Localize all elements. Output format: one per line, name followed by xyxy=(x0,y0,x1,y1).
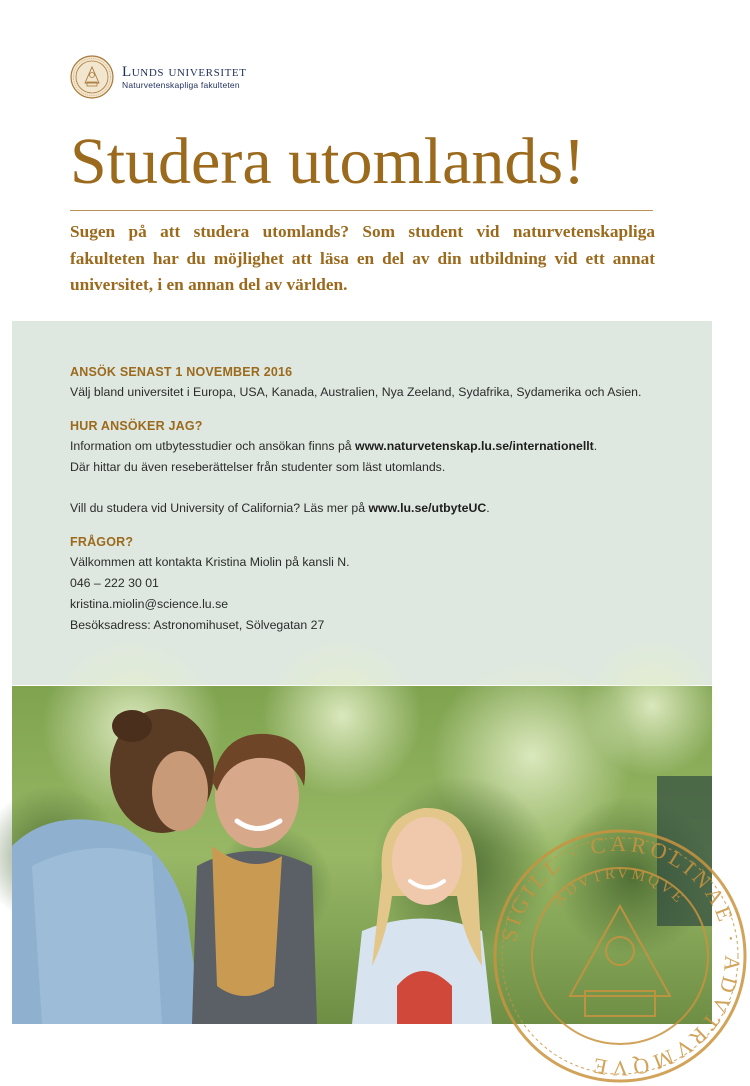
email-address[interactable]: kristina.miolin@science.lu.se xyxy=(70,597,229,611)
phone-number: 046 – 222 30 01 xyxy=(70,576,159,590)
page-title: Studera utomlands! xyxy=(70,125,586,198)
title-divider xyxy=(70,210,653,211)
university-seal-watermark xyxy=(490,826,750,1086)
contact-text: Välkommen att kontakta Kristina Miolin på kansli N. xyxy=(70,555,350,569)
uc-line xyxy=(70,498,690,519)
travel-stories-text: Där hittar du även reseberättelser från studenter som läst utomlands. xyxy=(70,460,446,474)
how-heading: HUR ANSÖKER JAG? xyxy=(70,419,203,433)
deadline-text: Välj bland universitet i Europa, USA, Kanada, Australien, Nya Zeeland, Sydafrika, Sydamerika och Asien. xyxy=(70,385,642,399)
seal-outer-text: SIGILL · CAROLINAE · ADVTRVMQVE xyxy=(495,830,746,1082)
how-info-text: Information om utbytesstudier och ansökan finns på xyxy=(70,439,352,453)
uc-text: Vill du studera vid University of California? Läs mer på xyxy=(70,501,366,515)
how-info-suffix: . xyxy=(593,439,598,453)
how-info-line xyxy=(70,436,690,457)
university-seal-icon xyxy=(70,55,114,99)
deadline-heading: ANSÖK SENAST 1 NOVEMBER 2016 xyxy=(70,365,293,379)
students-photo xyxy=(12,686,746,1082)
uc-suffix: . xyxy=(486,501,490,515)
visiting-address: Besöksadress: Astronomihuset, Sölvegatan 27 xyxy=(70,618,325,632)
utbyteuc-link[interactable]: www.lu.se/utbyteUC xyxy=(368,501,487,515)
svg-text:ADVTRVMQVE xyxy=(551,866,688,909)
university-name: Lunds universitet xyxy=(122,63,247,80)
questions-heading: FRÅGOR? xyxy=(70,535,134,549)
info-panel xyxy=(12,321,712,685)
seal-inner-text: ADVTRVMQVE xyxy=(551,865,688,909)
faculty-name: Naturvetenskapliga fakulteten xyxy=(122,79,240,90)
university-logo xyxy=(70,55,247,99)
lead-paragraph: Sugen på att studera utomlands? Som student vid naturvetenskapliga fakulteten har du möjlighet att läsa en del av din utbildning vid ett annat universitet, i en annan del av världen. xyxy=(70,222,655,294)
internationellt-link[interactable]: www.naturvetenskap.lu.se/internationellt xyxy=(355,439,594,453)
